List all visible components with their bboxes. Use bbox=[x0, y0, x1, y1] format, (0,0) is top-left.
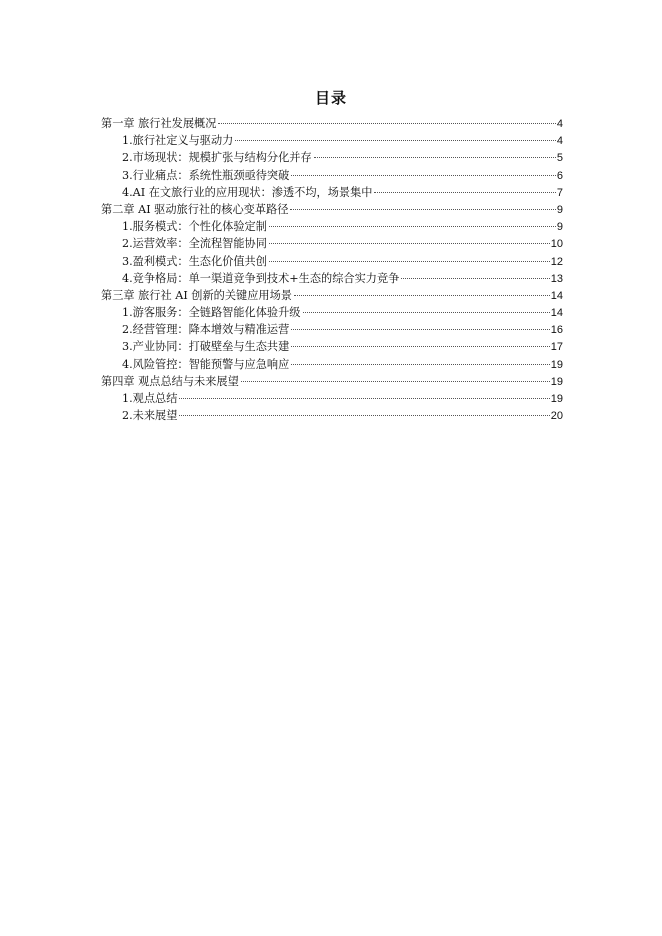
toc-entry-section-2-3[interactable] bbox=[101, 253, 563, 270]
toc-entry-page-number: 19 bbox=[550, 393, 563, 405]
toc-entry-text: 2.市场现状：规模扩张与结构分化并存 bbox=[122, 151, 312, 165]
toc-entry-section-2-2[interactable] bbox=[101, 235, 563, 252]
toc-entry-chapter-4[interactable] bbox=[101, 373, 563, 390]
dot-leader bbox=[179, 415, 549, 416]
toc-entry-page-number: 19 bbox=[550, 375, 563, 388]
toc-entry-section-2-4[interactable] bbox=[101, 270, 563, 287]
toc-entry-page-number: 19 bbox=[550, 358, 563, 371]
dot-leader bbox=[241, 381, 550, 382]
toc-entry-text: 2.经营管理：降本增效与精准运营 bbox=[122, 323, 290, 337]
toc-entry-chapter-1[interactable] bbox=[101, 115, 563, 132]
toc-entry-text: 1.游客服务：全链路智能化体验升级 bbox=[122, 306, 301, 320]
dot-leader bbox=[269, 261, 550, 262]
dot-leader bbox=[179, 398, 549, 399]
dot-leader bbox=[269, 243, 550, 244]
toc-entry-page-number: 4 bbox=[556, 135, 563, 148]
toc-entry-section-3-2[interactable] bbox=[101, 321, 563, 338]
toc-entry-section-1-1[interactable] bbox=[101, 132, 563, 149]
toc-entry-section-1-4[interactable] bbox=[101, 184, 563, 201]
toc-entry-section-4-2[interactable] bbox=[101, 407, 563, 424]
toc-entry-section-2-1[interactable] bbox=[101, 218, 563, 235]
toc-entry-text: 4.AI 在文旅行业的应用现状：渗透不均，场景集中 bbox=[122, 185, 373, 199]
toc-entry-text: 3.行业痛点：系统性瓶颈亟待突破 bbox=[122, 168, 290, 182]
toc-entry-page-number: 14 bbox=[550, 307, 563, 320]
table-of-contents bbox=[101, 115, 563, 424]
toc-entry-section-3-3[interactable] bbox=[101, 338, 563, 355]
dot-leader bbox=[401, 278, 549, 279]
dot-leader bbox=[218, 123, 555, 124]
toc-entry-section-1-3[interactable] bbox=[101, 167, 563, 184]
dot-leader bbox=[374, 192, 555, 193]
dot-leader bbox=[294, 295, 550, 296]
toc-entry-text: 2.运营效率：全流程智能协同 bbox=[122, 237, 267, 251]
toc-entry-page-number: 12 bbox=[550, 255, 563, 268]
toc-entry-text: 3.产业协同：打破壁垒与生态共建 bbox=[122, 340, 290, 354]
toc-entry-section-1-2[interactable] bbox=[101, 149, 563, 166]
toc-entry-text: 3.盈利模式：生态化价值共创 bbox=[122, 254, 267, 268]
toc-entry-page-number: 17 bbox=[550, 341, 563, 354]
toc-entry-text: 第二章 AI 驱动旅行社的核心变革路径 bbox=[101, 202, 289, 216]
dot-leader bbox=[291, 329, 549, 330]
toc-entry-page-number: 13 bbox=[550, 272, 563, 285]
toc-entry-text: 4.竞争格局：单一渠道竞争到技术+生态的综合实力竞争 bbox=[122, 271, 400, 285]
toc-entry-section-3-1[interactable] bbox=[101, 304, 563, 321]
dot-leader bbox=[291, 364, 549, 365]
toc-entry-page-number: 14 bbox=[550, 289, 563, 302]
dot-leader bbox=[291, 175, 556, 176]
toc-entry-text: 4.风险管控：智能预警与应急响应 bbox=[122, 357, 290, 371]
toc-entry-text: 2.未来展望 bbox=[122, 409, 178, 423]
toc-entry-page-number: 10 bbox=[550, 238, 563, 251]
dot-leader bbox=[303, 312, 550, 313]
toc-entry-text: 第四章 观点总结与未来展望 bbox=[101, 374, 239, 388]
dot-leader bbox=[269, 226, 556, 227]
toc-entry-text: 1.服务模式：个性化体验定制 bbox=[122, 220, 267, 234]
toc-entry-chapter-3[interactable] bbox=[101, 287, 563, 304]
toc-entry-text: 1.旅行社定义与驱动力 bbox=[122, 134, 234, 148]
toc-entry-page-number: 7 bbox=[556, 186, 563, 199]
toc-entry-section-4-1[interactable] bbox=[101, 390, 563, 407]
toc-entry-page-number: 9 bbox=[556, 221, 563, 234]
dot-leader bbox=[290, 209, 555, 210]
toc-entry-page-number: 5 bbox=[556, 152, 563, 165]
dot-leader bbox=[235, 140, 556, 141]
dot-leader bbox=[314, 157, 556, 158]
toc-entry-page-number: 4 bbox=[556, 118, 563, 130]
toc-entry-page-number: 16 bbox=[550, 324, 563, 337]
toc-entry-text: 第一章 旅行社发展概况 bbox=[101, 117, 217, 130]
toc-entry-section-3-4[interactable] bbox=[101, 356, 563, 373]
toc-entry-text: 1.观点总结 bbox=[122, 392, 178, 405]
toc-entry-chapter-2[interactable] bbox=[101, 201, 563, 218]
toc-entry-text: 第三章 旅行社 AI 创新的关键应用场景 bbox=[101, 288, 292, 302]
dot-leader bbox=[291, 346, 549, 347]
toc-title: 目录 bbox=[314, 89, 347, 107]
toc-entry-page-number: 9 bbox=[556, 203, 563, 216]
toc-entry-page-number: 20 bbox=[550, 410, 563, 423]
toc-entry-page-number: 6 bbox=[556, 169, 563, 182]
